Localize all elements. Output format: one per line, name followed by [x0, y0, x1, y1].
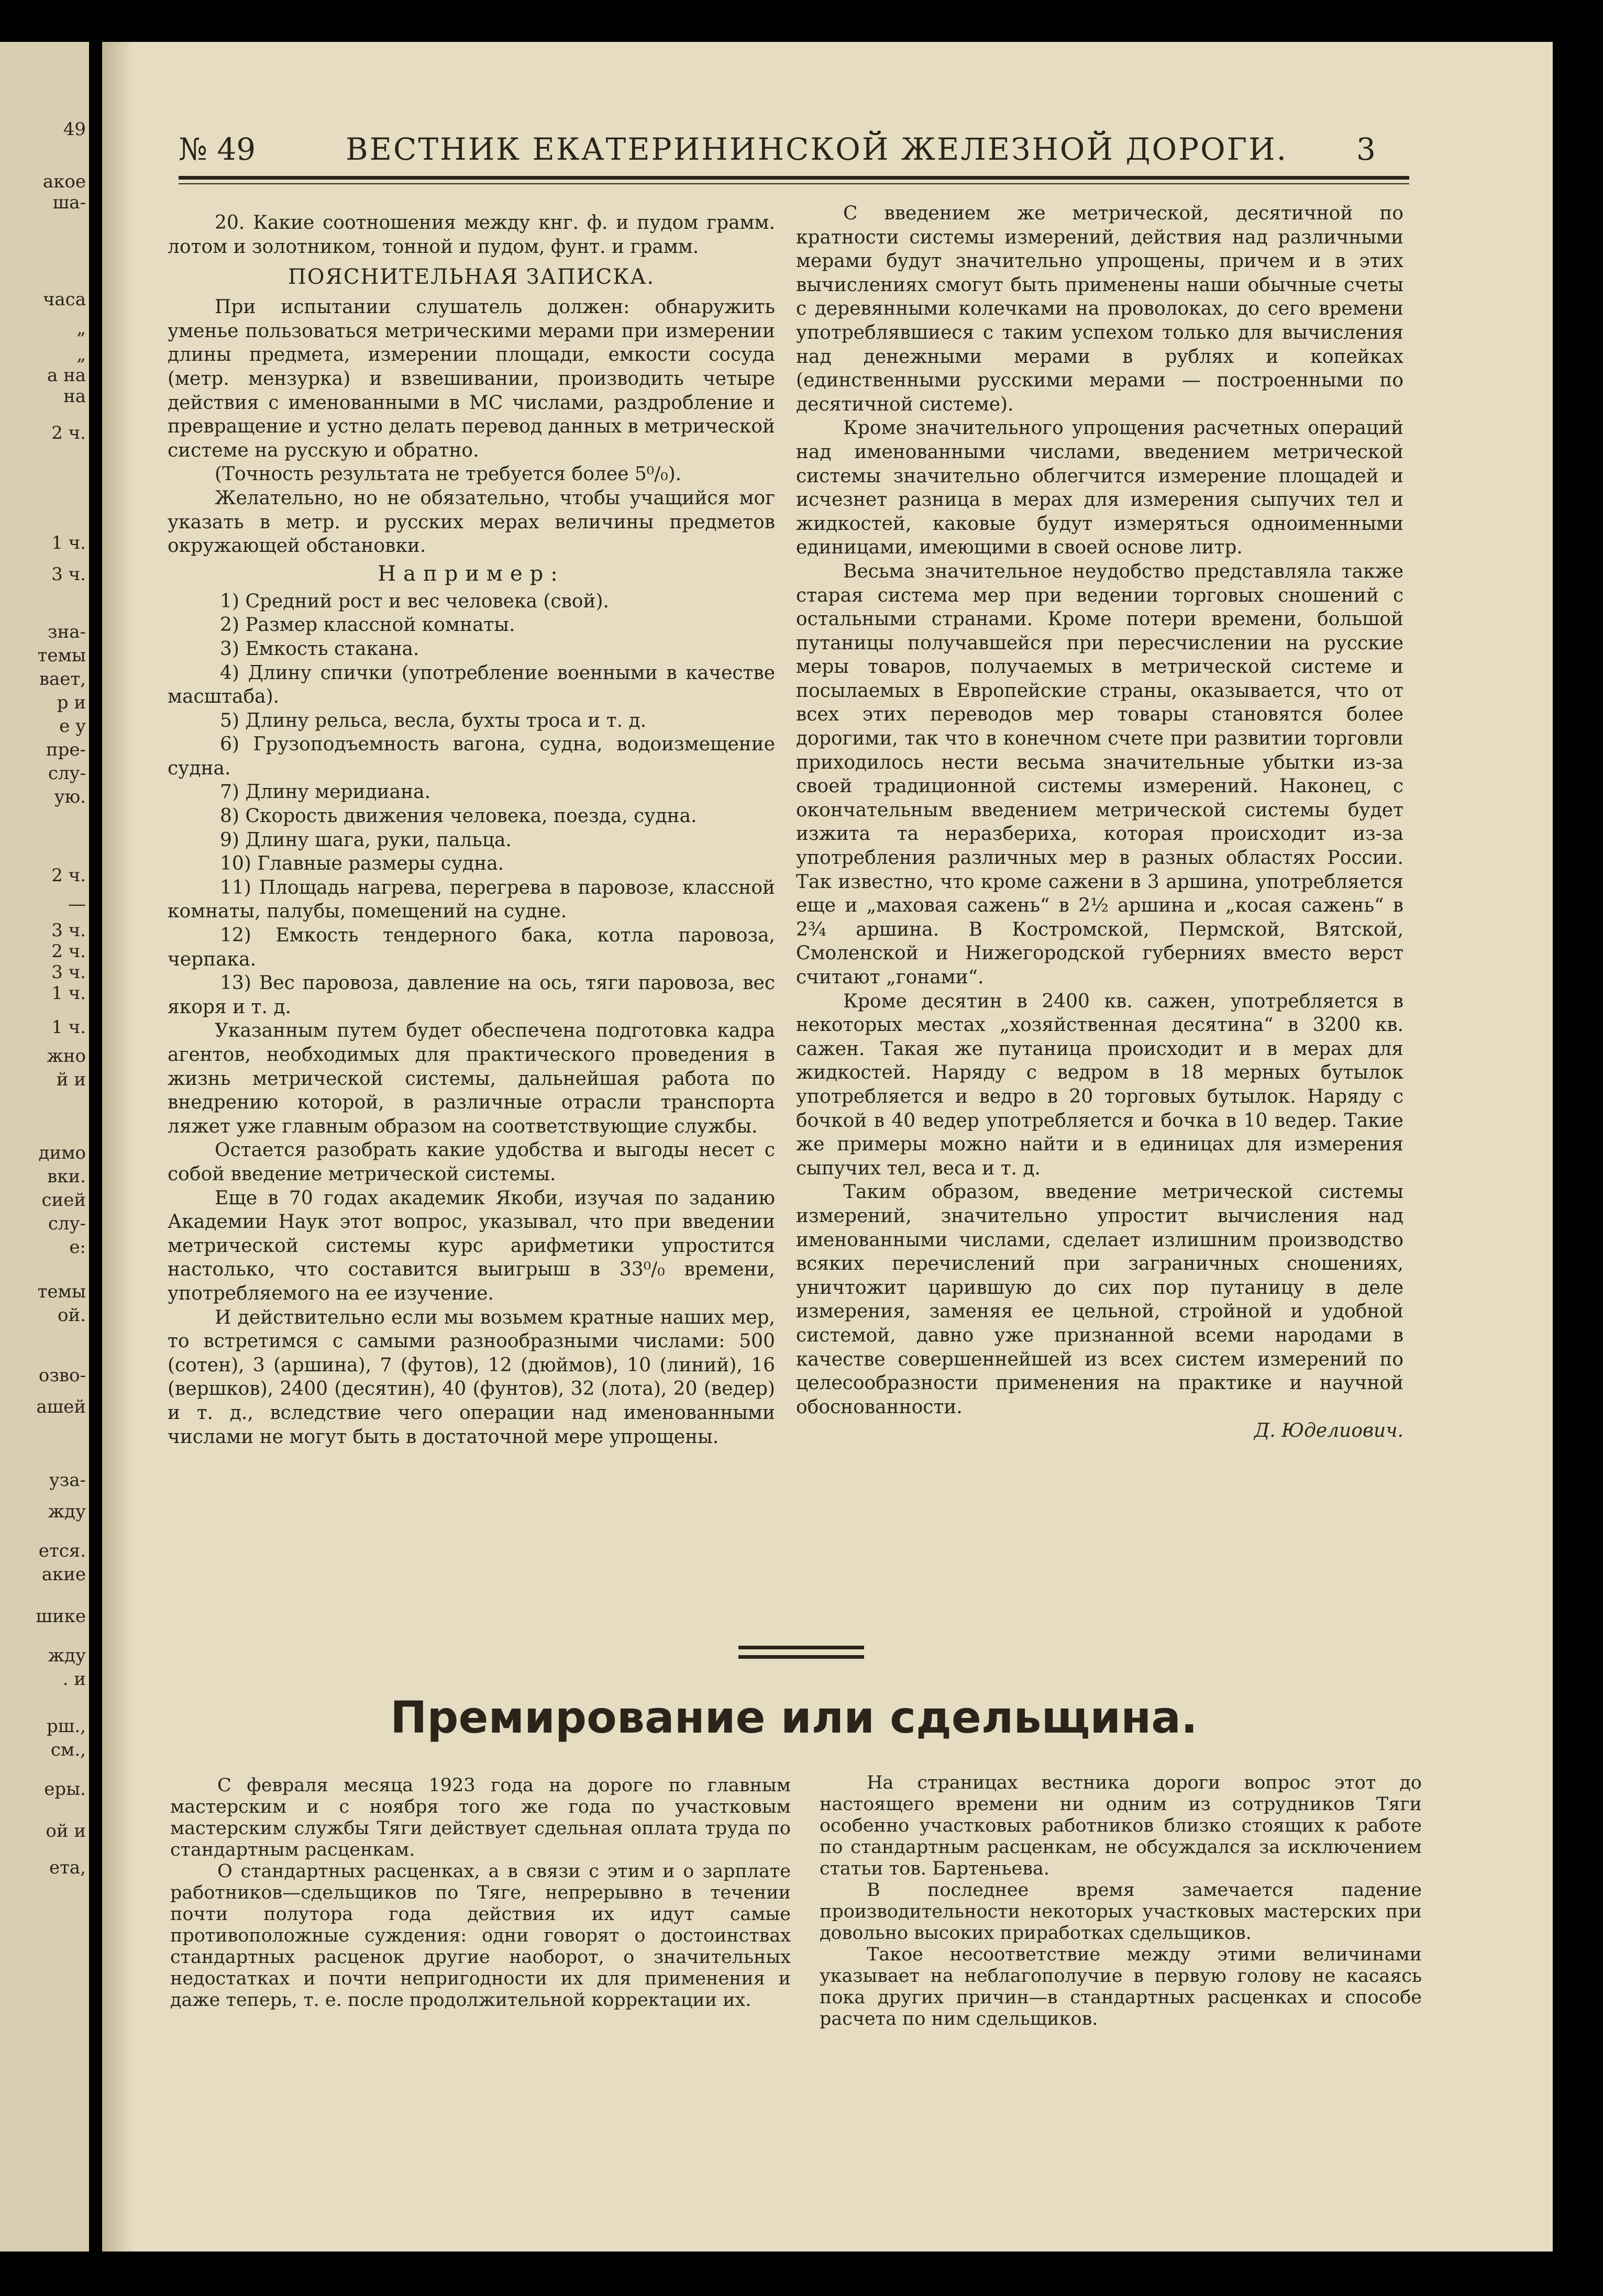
margin-fragment: р и	[57, 692, 86, 713]
margin-fragment: шике	[36, 1606, 86, 1627]
margin-fragment: озво-	[38, 1365, 86, 1386]
margin-fragment: димо	[38, 1143, 86, 1163]
paragraph: Весьма значительное неудобство представляла также старая система мер при ведении торговых сношений с остальными странами. Кроме потери времени, большой путаницы получавшейся при пересчислении на русские меры товаров, получаемых в метрической системе и посылаемых в Европейские страны, оказывается, что от всех этих переводов мер товары становятся более дорогими, так что в конечном счете при развитии торговли приходилось нести весьма значительные убытки из-за своей традиционной системы измерений. Наконец, с окончательным введением метрической системы будет изжита та неразбериха, которая происходит из-за употребления различных мер в разных областях России. Так известно, что кроме сажени в 3 аршина, употребляется еще и „маховая сажень“ в 2½ аршина и „косая сажень“ в 2¾ аршина. В Костромской, Пермской, Вятской, Смоленской и Нижегородской губерниях вместо верст считают „гонами“.	[796, 560, 1403, 988]
margin-fragment: ашей	[36, 1396, 86, 1417]
paragraph: С введением же метрической, десятичной по кратности системы измерений, действия над различными мерами будут значительно упрощены, причем и в этих вычислениях смогут быть применены наши обычные счеты с деревянными колечками на проволоках, до сего времени употреблявшиеся с таким успехом только для вычисления над денежными мерами в рублях и копейках (единственными русскими мерами — построенными по десятичной системе).	[796, 203, 1403, 415]
explanatory-note-heading: ПОЯСНИТЕЛЬНАЯ ЗАПИСКА.	[288, 265, 655, 290]
margin-fragment: 1 ч.	[51, 1017, 86, 1038]
paragraph: Кроме десятин в 2400 кв. сажен, употребляется в некоторых местах „хозяйственная десятина“ в 3200 кв. сажен. Такая же путаница происходит и в мерах для жидкостей. Наряду с ведром в 18 мерных бутылок употребляется и ведро в 20 торговых бутылок. Наряду с бочкой в 40 ведер употребляется и бочка в 10 ведер. Такие же примеры можно найти и в единицах для измерения сыпучих тел, веса и т. д.	[796, 990, 1403, 1179]
list-item: 9) Длину шага, руки, пальца.	[220, 829, 512, 851]
left-column	[168, 211, 775, 1449]
margin-fragment: е:	[69, 1237, 86, 1258]
margin-fragment: зна-	[48, 622, 86, 642]
list-item: 7) Длину меридиана.	[220, 781, 431, 803]
margin-fragment: 3 ч.	[51, 564, 86, 585]
margin-fragment: —	[68, 894, 86, 915]
paragraph: (Точность результата не требуется более 5⁰/₀).	[215, 463, 682, 485]
example-heading: Например:	[378, 561, 565, 586]
paragraph: Желательно, но не обязательно, чтобы учащийся мог указать в метр. и русских мерах величины предметов окружающей обстановки.	[168, 487, 775, 557]
margin-fragment: 1 ч.	[51, 533, 86, 553]
margin-fragment: ой.	[58, 1305, 86, 1326]
list-item: 13) Вес паровоза, давление на ось, тяги паровоза, вес якоря и т. д.	[168, 972, 775, 1018]
paragraph: Таким образом, введение метрической системы измерений, значительно упростит вычисления над именованными числами, сделает излишним производство всяких перечислений при заграничных сношениях, уничтожит царившую до сих пор путаницу в деле измерения, заменяя ее цельной, стройной и удобной системой, давно уже признанной всеми народами в качестве совершеннейшей из всех систем измерений по целесообразности применения на практике и научной обоснованности.	[796, 1181, 1403, 1418]
margin-fragment: ой и	[46, 1821, 86, 1842]
margin-fragment: й и	[56, 1069, 86, 1090]
question-20: 20. Какие соотношения между кнг. ф. и пудом грамм. лотом и золотником, тонной и пудом, фунт. и грамм.	[168, 212, 775, 258]
list-item: 4) Длину спички (употребление военными в качестве масштаба).	[168, 662, 775, 708]
margin-fragment: уза-	[49, 1470, 86, 1491]
margin-fragment: 3 ч.	[51, 962, 86, 983]
list-item: 10) Главные размеры судна.	[220, 853, 504, 875]
margin-fragment: сией	[41, 1190, 86, 1211]
margin-fragment: темы	[37, 645, 86, 666]
section-separator	[738, 1646, 864, 1649]
margin-fragment: ется.	[38, 1540, 86, 1561]
article2-left-column	[170, 1775, 791, 2011]
margin-fragment: акое	[42, 171, 86, 192]
list-item: 12) Емкость тендерного бака, котла паровоза, черпака.	[168, 925, 775, 970]
paragraph: С февраля месяца 1923 года на дороге по главным мастерским и с ноября того же года по участковым мастерским службы Тяги действует сдельная оплата труда по стандартным расценкам.	[170, 1775, 791, 1860]
margin-fragment: 1 ч.	[51, 983, 86, 1004]
margin-fragment: жно	[47, 1046, 86, 1067]
list-item: 8) Скорость движения человека, поезда, судна.	[220, 805, 697, 827]
margin-fragment: темы	[37, 1281, 86, 1302]
section-separator	[738, 1655, 864, 1659]
list-item: 1) Средний рост и вес человека (свой).	[220, 590, 609, 612]
header-rule	[179, 176, 1409, 180]
list-item: 11) Площадь нагрева, перегрева в паровозе, классной комнаты, палубы, помещений на судне.	[168, 877, 775, 923]
page-number: 3	[1356, 131, 1376, 167]
margin-fragment: рш.,	[47, 1716, 86, 1737]
list-item: 5) Длину рельса, весла, бухты троса и т. д.	[220, 709, 647, 731]
newspaper-title: ВЕСТНИК ЕКАТЕРИНИНСКОЙ ЖЕЛЕЗНОЙ ДОРОГИ.	[346, 131, 1288, 167]
paragraph: Такое несоответствие между этими величинами указывает на неблагополучие в первую голову не касаясь пока других причин—в стандартных расценках и способе расчета по ним сдельщиков.	[820, 1944, 1422, 2029]
paragraph: На страницах вестника дороги вопрос этот до настоящего времени ни одним из сотрудников Тяги особенно участковых работников близко стоящих к работе по стандартным расценкам, не обсуждался за исключением статьи тов. Бартеньева.	[820, 1772, 1422, 1879]
previous-page-margin	[0, 42, 89, 2251]
paragraph: При испытании слушатель должен: обнаружить уменье пользоваться метрическими мерами при измерении длины предмета, измерении площади, емкости сосуда (метр. мензурка) и взвешивании, производить четыре действия с именованными в МС числами, раздробление и превращение и устно делать перевод данных в метрической системе на русскую и обратно.	[168, 296, 775, 461]
margin-fragment: см.,	[50, 1739, 86, 1760]
list-item: 6) Грузоподъемность вагона, судна, водоизмещение судна.	[168, 734, 775, 779]
paragraph: Указанным путем будет обеспечена подготовка кадра агентов, необходимых для практического проведения в жизнь метрической системы, дальнейшая работа по внедрению которой, в различные отрасли транспорта ляжет уже главным образом на соответствующие службы.	[168, 1020, 775, 1137]
margin-fragment: „	[76, 318, 86, 339]
author-signature: Д. Юделиович.	[1254, 1420, 1403, 1442]
margin-fragment: 2 ч.	[51, 423, 86, 443]
margin-fragment: жду	[48, 1645, 86, 1666]
margin-fragment: а на	[47, 365, 86, 386]
margin-fragment: ша-	[52, 192, 86, 213]
margin-fragment: на	[63, 386, 86, 407]
right-column	[796, 202, 1403, 1443]
margin-fragment: пре-	[46, 739, 86, 760]
header-rule-thin	[179, 183, 1409, 184]
paragraph: Остается разобрать какие удобства и выгоды несет с собой введение метрической системы.	[168, 1139, 775, 1185]
paragraph: О стандартных расценках, а в связи с этим и о зарплате работников—сдельщиков по Тяге, непрерывно в течении почти полутора года действия их идут самые противоположные суждения: одни говорят о достоинствах стандартных расценок другие наоборот, о значительных недостатках и почти непригодности их для применения и даже теперь, т. е. после продолжительной корректации их.	[170, 1861, 791, 2011]
margin-fragment: акие	[41, 1564, 86, 1585]
margin-fragment: еры.	[44, 1779, 86, 1800]
margin-fragment: часа	[42, 289, 86, 310]
page-spine-shadow	[102, 42, 134, 2251]
margin-fragment: ую.	[54, 786, 86, 807]
margin-fragment: вает,	[39, 669, 86, 690]
margin-fragment: е у	[59, 716, 86, 737]
article2-right-column	[820, 1772, 1422, 2030]
margin-fragment: жду	[48, 1501, 86, 1522]
list-item: 2) Размер классной комнаты.	[220, 614, 515, 636]
margin-fragment: 2 ч.	[51, 865, 86, 886]
margin-fragment: 3 ч.	[51, 920, 86, 941]
margin-fragment: 49	[63, 119, 86, 140]
article-title: Премирование или сдельщина.	[390, 1692, 1198, 1743]
paragraph: Кроме значительного упрощения расчетных операций над именованными числами, введением метрической системы значительно облегчится измерение площадей и исчезнет разница в мерах для измерения сыпучих тел и жидкостей, каковые будут измеряться одноименными единицами, имеющими в своей основе литр.	[796, 417, 1403, 559]
margin-fragment: „	[76, 344, 86, 365]
paragraph: Еще в 70 годах академик Якоби, изучая по заданию Академии Наук этот вопрос, указывал, что при введении метрической системы курс арифметики упростится настолько, что составится выигрыш в 33⁰/₀ времени, употребляемого на ее изучение.	[168, 1187, 775, 1304]
paragraph: В последнее время замечается падение производительности некоторых участковых мастерских при довольно высоких приработках сдельщиков.	[820, 1880, 1422, 1944]
issue-number: № 49	[179, 131, 256, 167]
margin-fragment: слу-	[48, 1213, 86, 1234]
margin-fragment: 2 ч.	[51, 941, 86, 962]
paragraph: И действительно если мы возьмем кратные наших мер, то встретимся с самыми разнообразными числами: 500 (сотен), 3 (аршина), 7 (футов), 12 (дюймов), 10 (линий), 16 (вершков), 2400 (десятин), 40 (фунтов), 32 (лота), 20 (ведер) и т. д., вследствие чего операции над именованными числами не могут быть в достаточной мере упрощены.	[168, 1306, 775, 1448]
margin-fragment: слу-	[48, 763, 86, 784]
margin-fragment: ета,	[49, 1857, 86, 1878]
margin-fragment: . и	[62, 1669, 86, 1690]
margin-fragment: вки.	[47, 1166, 86, 1187]
list-item: 3) Емкость стакана.	[220, 638, 419, 660]
